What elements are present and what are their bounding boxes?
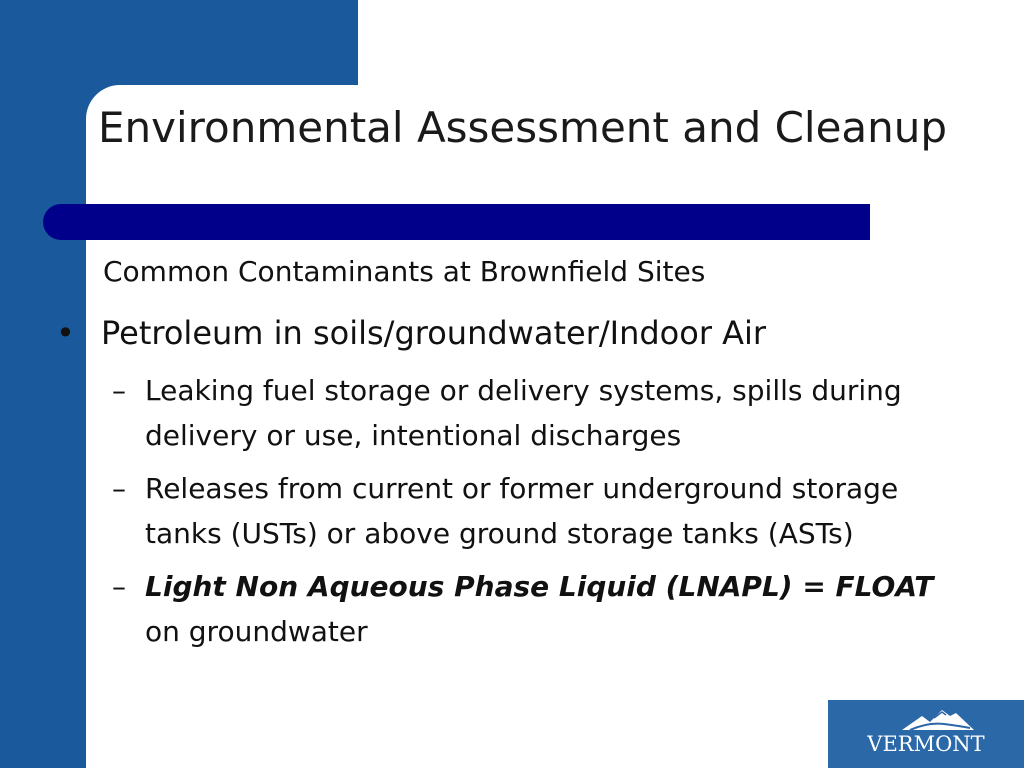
title-underline-bar bbox=[43, 204, 870, 240]
sub-bullet-item bbox=[112, 466, 972, 556]
bullet-marker: • bbox=[56, 314, 75, 352]
sub-bullet-text: Leaking fuel storage or delivery systems, spills during delivery or use, intentional discharges bbox=[145, 374, 902, 452]
sub-bullet-text: Releases from current or former underground storage tanks (USTs) or above ground storage tanks (ASTs) bbox=[145, 472, 899, 550]
slide-title: Environmental Assessment and Cleanup bbox=[98, 103, 948, 152]
dash-marker: – bbox=[112, 570, 126, 603]
sub-bullet-item bbox=[112, 368, 972, 458]
slide-subtitle: Common Contaminants at Brownfield Sites bbox=[103, 255, 706, 288]
sub-bullet-item bbox=[112, 564, 972, 654]
sub-bullet-text: on groundwater bbox=[145, 615, 368, 648]
sub-bullet-list bbox=[112, 368, 972, 662]
dash-marker: – bbox=[112, 374, 126, 407]
logo-text: VERMONT bbox=[867, 732, 985, 756]
vermont-logo bbox=[828, 700, 1024, 768]
emphasis-text: Light Non Aqueous Phase Liquid (LNAPL) = FLOAT bbox=[145, 570, 934, 603]
bullet-item bbox=[56, 310, 766, 356]
bullet-text: Petroleum in soils/groundwater/Indoor Air bbox=[101, 314, 767, 352]
dash-marker: – bbox=[112, 472, 126, 505]
